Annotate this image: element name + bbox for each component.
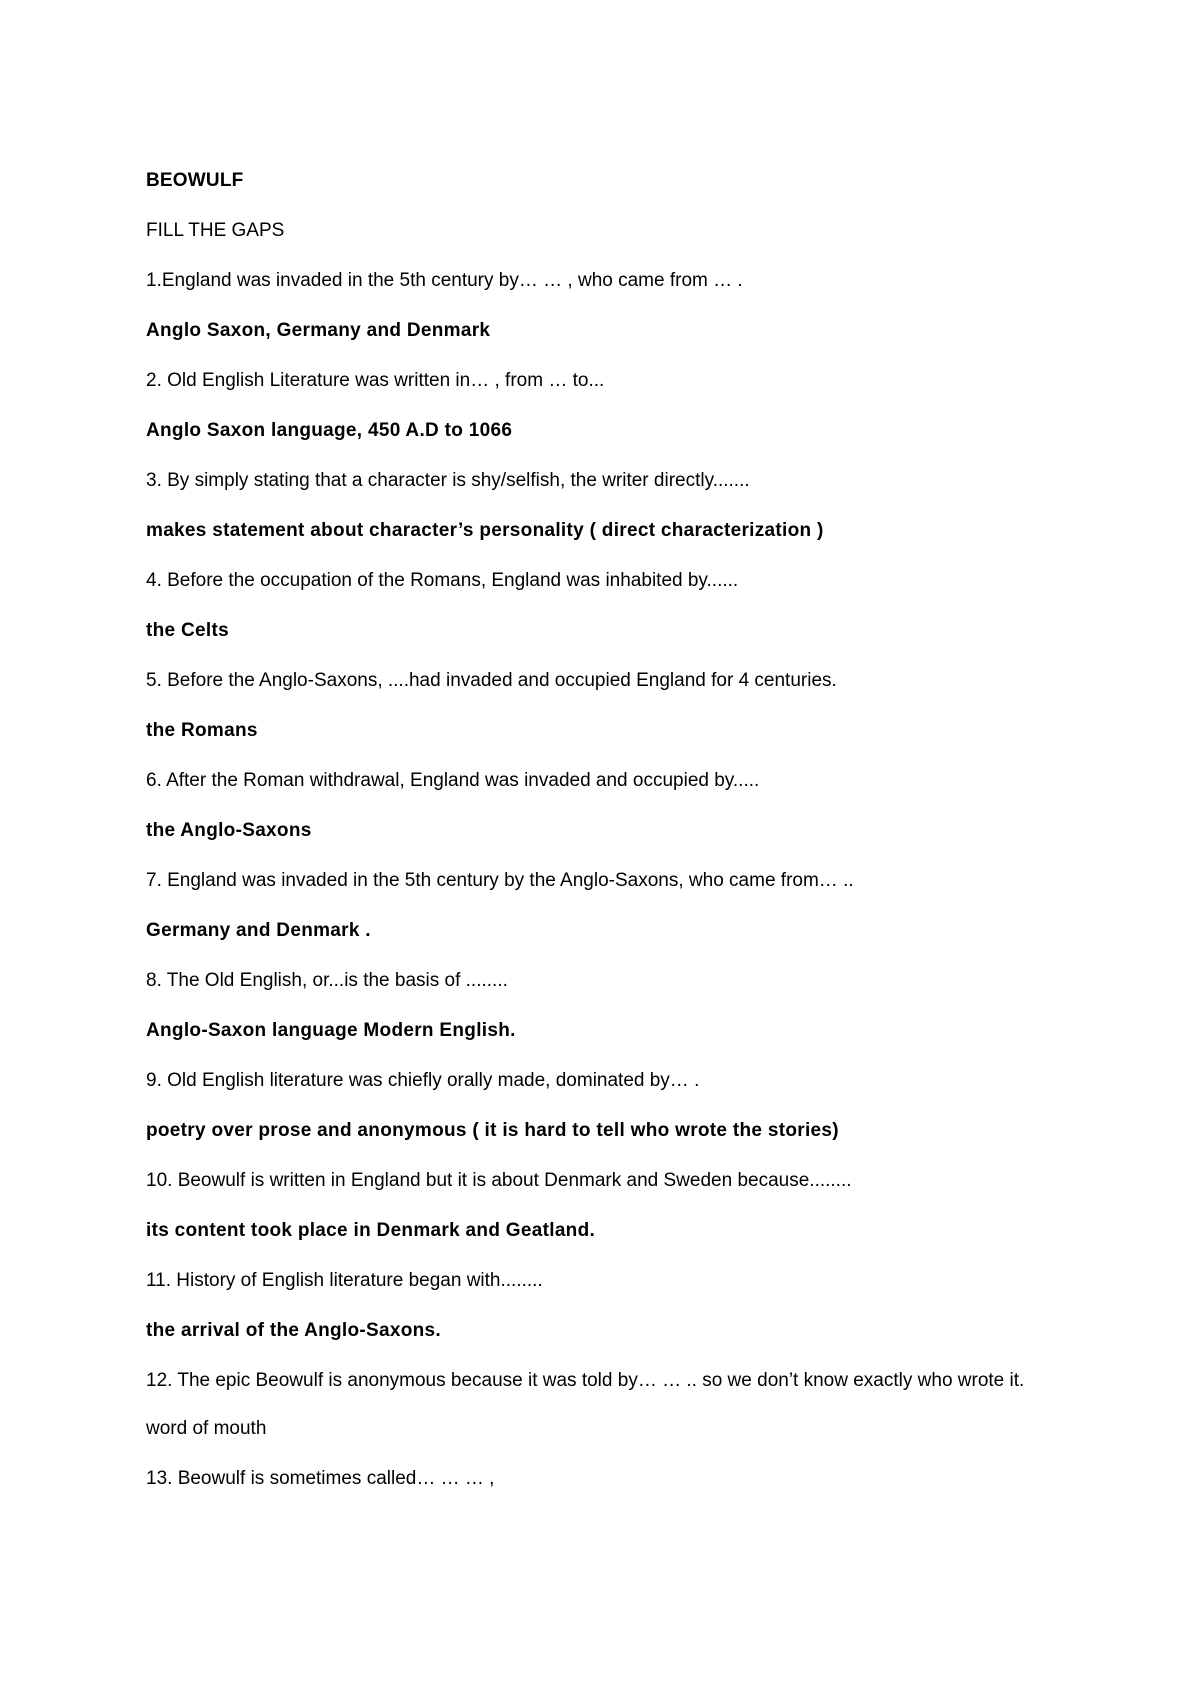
qa-item-10 (146, 1170, 1046, 1242)
answer-8: Anglo-Saxon language Modern English. (146, 1020, 516, 1041)
question-8: 8. The Old English, or...is the basis of ........ (146, 970, 508, 991)
question-12: 12. The epic Beowulf is anonymous because it was told by… … .. so we don’t know exactly who wrote it. (146, 1370, 1025, 1391)
qa-item-3 (146, 470, 1046, 542)
document-title: BEOWULF (146, 170, 244, 191)
answer-2: Anglo Saxon language, 450 A.D to 1066 (146, 420, 513, 441)
document-content (146, 170, 1046, 1518)
question-5: 5. Before the Anglo-Saxons, ....had invaded and occupied England for 4 centuries. (146, 670, 837, 691)
qa-item-12 (146, 1370, 1046, 1440)
qa-item-5 (146, 670, 1046, 742)
question-13: 13. Beowulf is sometimes called… … … , (146, 1468, 495, 1489)
qa-item-6 (146, 770, 1046, 842)
qa-item-4 (146, 570, 1046, 642)
question-3: 3. By simply stating that a character is shy/selfish, the writer directly....... (146, 470, 750, 491)
answer-6: the Anglo-Saxons (146, 820, 312, 841)
answer-9: poetry over prose and anonymous ( it is hard to tell who wrote the stories) (146, 1120, 839, 1141)
question-10: 10. Beowulf is written in England but it is about Denmark and Sweden because........ (146, 1170, 852, 1191)
question-1: 1.England was invaded in the 5th century by… … , who came from … . (146, 270, 743, 291)
qa-item-11 (146, 1270, 1046, 1342)
answer-1: Anglo Saxon, Germany and Denmark (146, 320, 491, 341)
qa-item-8 (146, 970, 1046, 1042)
question-6: 6. After the Roman withdrawal, England was invaded and occupied by..... (146, 770, 760, 791)
question-11: 11. History of English literature began with........ (146, 1270, 543, 1291)
document-subtitle: FILL THE GAPS (146, 220, 285, 241)
answer-3: makes statement about character’s personality ( direct characterization ) (146, 520, 824, 541)
qa-item-13 (146, 1468, 1046, 1490)
question-4: 4. Before the occupation of the Romans, England was inhabited by...... (146, 570, 739, 591)
answer-7: Germany and Denmark . (146, 920, 371, 941)
qa-item-7 (146, 870, 1046, 942)
question-9: 9. Old English literature was chiefly orally made, dominated by… . (146, 1070, 700, 1091)
answer-11: the arrival of the Anglo-Saxons. (146, 1320, 441, 1341)
answer-12: word of mouth (146, 1418, 267, 1439)
qa-item-9 (146, 1070, 1046, 1142)
answer-5: the Romans (146, 720, 258, 741)
question-7: 7. England was invaded in the 5th century by the Anglo-Saxons, who came from… .. (146, 870, 854, 891)
answer-10: its content took place in Denmark and Geatland. (146, 1220, 596, 1241)
question-2: 2. Old English Literature was written in… , from … to... (146, 370, 605, 391)
qa-item-1 (146, 270, 1046, 342)
answer-4: the Celts (146, 620, 229, 641)
qa-item-2 (146, 370, 1046, 442)
